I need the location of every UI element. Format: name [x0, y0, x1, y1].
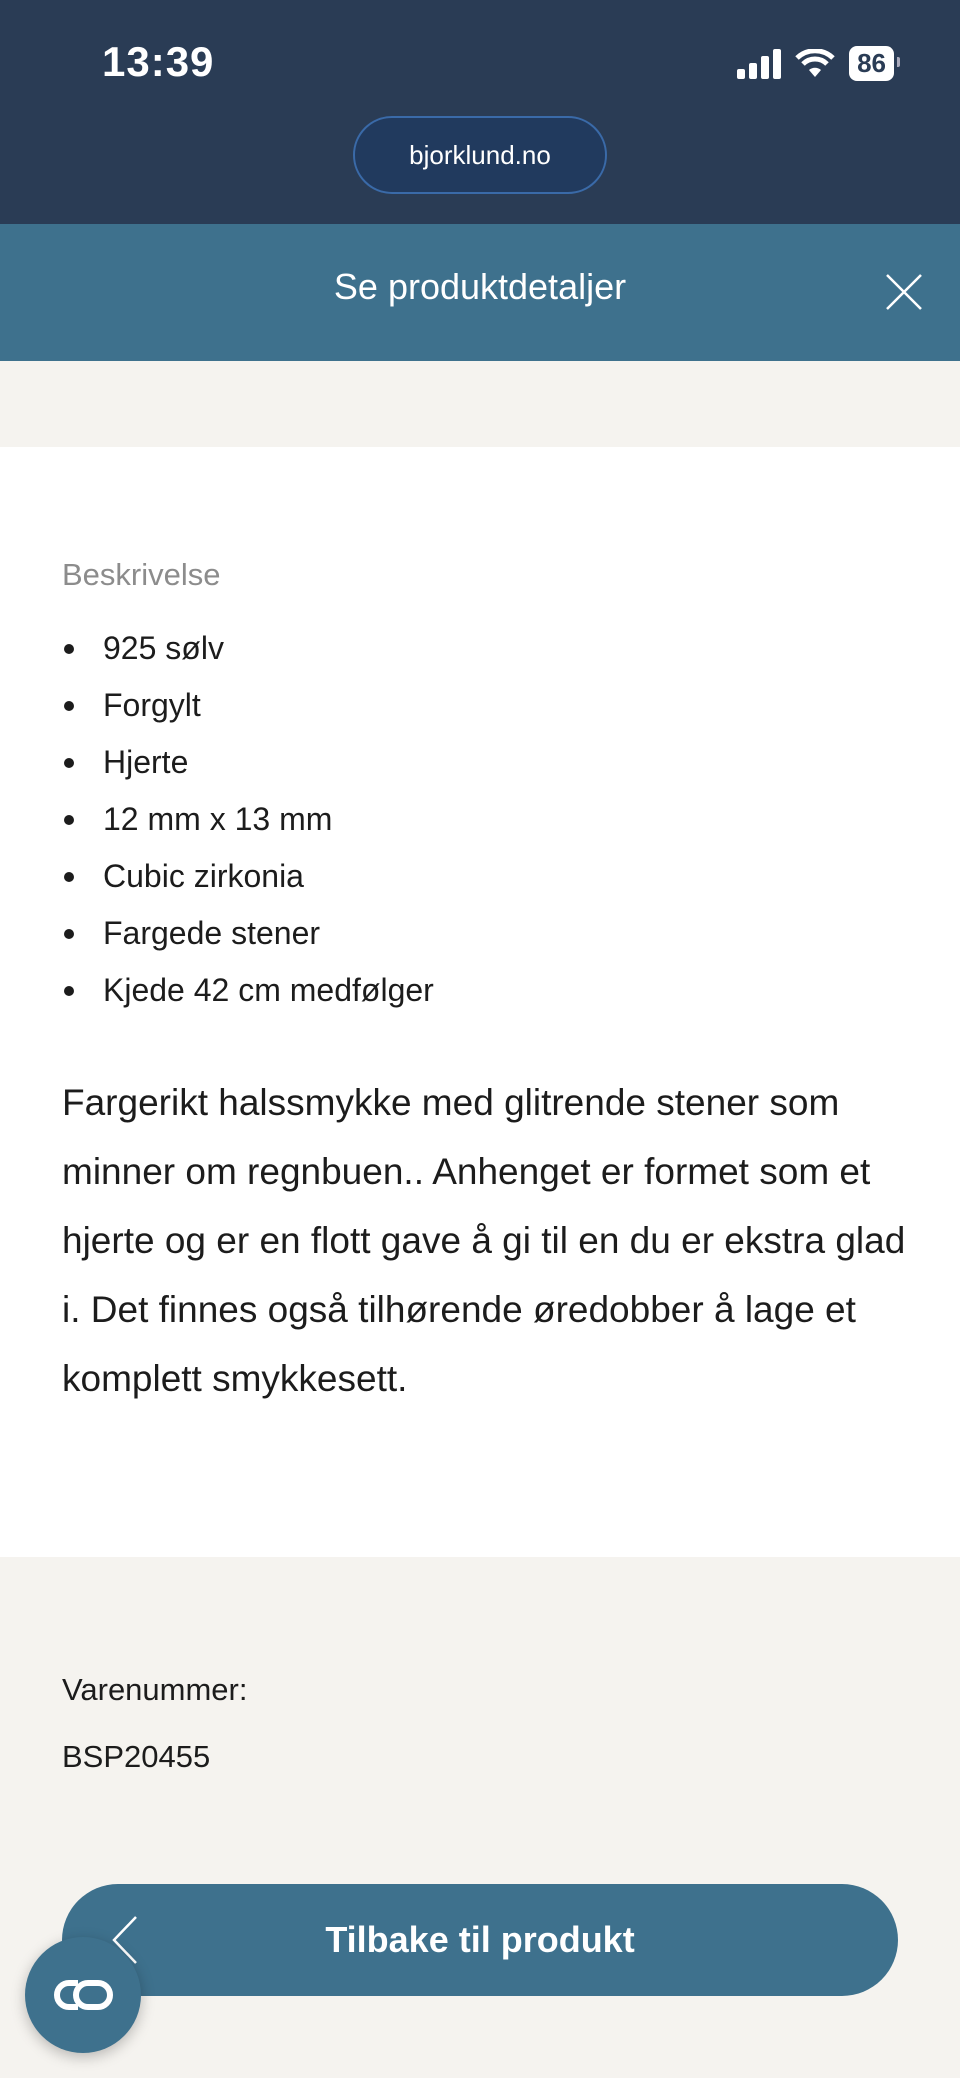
chat-button[interactable]	[25, 1937, 141, 2053]
description-label: Beskrivelse	[62, 557, 221, 592]
status-bar	[0, 0, 960, 224]
list-item: Hjerte	[62, 734, 434, 791]
list-item: Kjede 42 cm medfølger	[62, 962, 434, 1019]
modal-title: Se produktdetaljer	[333, 266, 627, 307]
url-bar[interactable]: bjorklund.no	[353, 116, 607, 194]
battery-indicator: 86	[849, 46, 894, 81]
list-item: 925 sølv	[62, 620, 434, 677]
status-time: 13:39	[102, 38, 215, 85]
list-item: Fargede stener	[62, 905, 434, 962]
status-icons	[737, 46, 894, 81]
signal-icon	[737, 49, 781, 79]
list-item: Cubic zirkonia	[62, 848, 434, 905]
feature-list	[62, 620, 434, 1019]
description-text: Fargerikt halssmykke med glitrende stener som minner om regnbuen.. Anhenget er formet som et hjerte og er en flott gave å gi til en du er ekstra glad i. Det finnes også tilhørende øredobber å lage et komplett smykkesett.	[62, 1082, 906, 1399]
list-item: Forgylt	[62, 677, 434, 734]
back-to-product-button[interactable]	[62, 1884, 898, 1996]
sku-label: Varenummer:	[62, 1672, 248, 1707]
list-item: 12 mm x 13 mm	[62, 791, 434, 848]
spacer-strip	[0, 361, 960, 447]
sku-value: BSP20455	[62, 1739, 211, 1774]
close-icon[interactable]	[884, 272, 924, 312]
back-button-label: Tilbake til produkt	[325, 1919, 635, 1960]
chat-icon	[52, 1978, 114, 2012]
wifi-icon	[795, 49, 835, 79]
modal-header	[0, 224, 960, 361]
